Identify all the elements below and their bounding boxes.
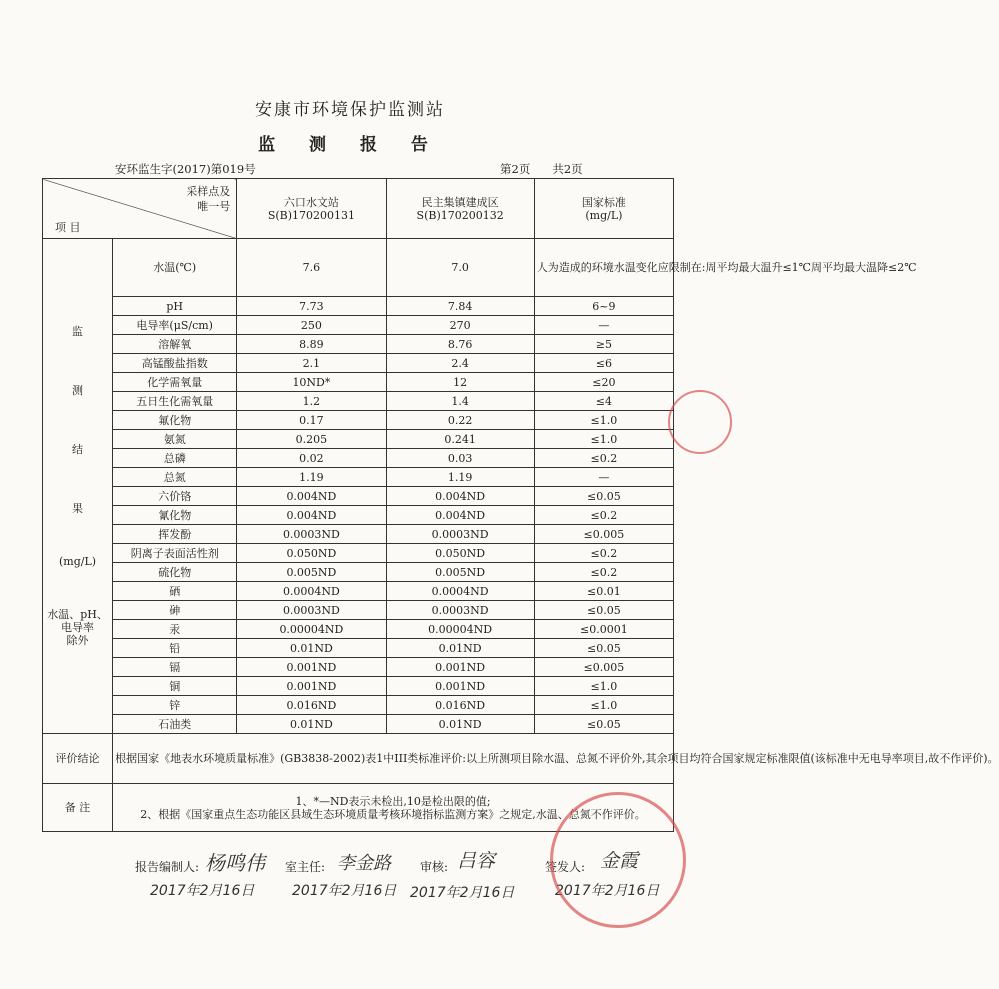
site1-value: 0.001ND (237, 658, 386, 677)
side-note-3: 除外 (66, 634, 89, 647)
site1-value: 250 (237, 316, 386, 335)
site1-code: S(B)170200131 (267, 208, 356, 222)
standard-limit: ≤0.005 (534, 525, 673, 544)
standard-limit: ≤0.01 (534, 582, 673, 601)
standard-limit: ≤0.05 (534, 487, 673, 506)
site1-value: 0.016ND (237, 696, 386, 715)
site1-value: 1.19 (237, 468, 386, 487)
site1-value: 0.004ND (237, 506, 386, 525)
table-row (43, 487, 674, 506)
standard-limit: ≤1.0 (534, 430, 673, 449)
standard-limit: ≥5 (534, 335, 673, 354)
issuer-label: 签发人: (545, 860, 586, 874)
table-row (43, 297, 674, 316)
site2-value: 0.050ND (386, 544, 534, 563)
site2-value: 12 (386, 373, 534, 392)
director-date: 2017年2月16日 (292, 883, 397, 899)
item-name: 氟化物 (113, 411, 237, 430)
side-note-1: 水温、pH、 (47, 608, 108, 621)
site2-code: S(B)170200132 (416, 208, 504, 222)
table-row (43, 620, 674, 639)
standard-limit: ≤0.2 (534, 544, 673, 563)
site2-name: 民主集镇建成区 (421, 195, 499, 209)
site1-name: 六口水文站 (283, 195, 339, 209)
standard-limit: ≤6 (534, 354, 673, 373)
site2-value: 0.22 (386, 411, 534, 430)
side-note-2: 电导率 (61, 621, 95, 634)
issuer-date: 2017年2月16日 (555, 883, 660, 899)
table-row (43, 601, 674, 620)
site1-value: 0.00004ND (237, 620, 386, 639)
table-row (43, 316, 674, 335)
side-char-2: 测 (72, 384, 84, 397)
site1-value: 7.6 (237, 239, 386, 297)
standard-limit: ≤0.2 (534, 563, 673, 582)
reviewer-date: 2017年2月16日 (410, 885, 515, 901)
table-row (43, 373, 674, 392)
page-total: 共2页 (552, 162, 583, 176)
item-name: 五日生化需氧量 (113, 392, 237, 411)
issuer-signature: 金霞 (600, 850, 639, 872)
item-name: 铅 (113, 639, 237, 658)
table-row (43, 392, 674, 411)
site2-value: 0.016ND (386, 696, 534, 715)
site1-value: 0.205 (237, 430, 386, 449)
site1-value: 0.005ND (237, 563, 386, 582)
site1-value: 1.2 (237, 392, 386, 411)
item-name: 砷 (113, 601, 237, 620)
standard-limit: — (534, 468, 673, 487)
site1-value: 7.73 (237, 297, 386, 316)
site1-value: 0.050ND (237, 544, 386, 563)
director-label: 室主任: (285, 860, 326, 874)
table-row (43, 430, 674, 449)
table-row (43, 449, 674, 468)
item-name: 阴离子表面活性剂 (113, 544, 237, 563)
site1-value: 0.0004ND (237, 582, 386, 601)
report-title: 监 测 报 告 (258, 135, 442, 155)
table-row (43, 582, 674, 601)
standard-limit: ≤1.0 (534, 696, 673, 715)
item-name: pH (113, 297, 237, 316)
site1-value: 0.004ND (237, 487, 386, 506)
site1-value: 10ND* (237, 373, 386, 392)
table-row (43, 468, 674, 487)
partial-seal-stamp (668, 390, 732, 454)
item-name: 总氮 (113, 468, 237, 487)
item-name: 镉 (113, 658, 237, 677)
reviewer-signature: 吕容 (457, 850, 496, 872)
side-char-3: 结 (72, 443, 84, 456)
site1-value: 0.0003ND (237, 601, 386, 620)
site2-header (386, 179, 534, 239)
site1-value: 8.89 (237, 335, 386, 354)
item-name: 硫化物 (113, 563, 237, 582)
site2-value: 0.0004ND (386, 582, 534, 601)
page-number: 第2页 (500, 162, 531, 176)
conclusion-row (43, 734, 674, 784)
table-header-row (43, 179, 674, 239)
result-side-label (43, 239, 113, 734)
side-char-1: 监 (72, 325, 84, 338)
reviewer-label: 审核: (420, 860, 449, 874)
site2-value: 0.0003ND (386, 601, 534, 620)
site2-value: 7.0 (386, 239, 534, 297)
site1-value: 0.001ND (237, 677, 386, 696)
corner-header (43, 179, 237, 239)
site2-value: 0.0003ND (386, 525, 534, 544)
item-name: 石油类 (113, 715, 237, 734)
standard-limit: — (534, 316, 673, 335)
side-unit: (mg/L) (59, 555, 97, 568)
site2-value: 8.76 (386, 335, 534, 354)
site1-value: 2.1 (237, 354, 386, 373)
remark-line-2: 2、根据《国家重点生态功能区县域生态环境质量考核环境指标监测方案》之规定,水温、总氮不作评价。 (140, 807, 646, 821)
item-name: 汞 (113, 620, 237, 639)
conclusion-text: 根据国家《地表水环境质量标准》(GB3838-2002)表1中III类标准评价:以上所测项目除水温、总氮不评价外,其余项目均符合国家规定标准限值(该标准中无电导率项目,故不作评价)。 (113, 734, 674, 784)
remarks-label: 备 注 (43, 784, 113, 832)
table-row (43, 544, 674, 563)
site2-value: 0.005ND (386, 563, 534, 582)
item-name: 六价铬 (113, 487, 237, 506)
table-row (43, 696, 674, 715)
site1-header (237, 179, 386, 239)
site2-value: 1.4 (386, 392, 534, 411)
item-name: 挥发酚 (113, 525, 237, 544)
director-signature: 李金路 (337, 853, 391, 874)
organization-name: 安康市环境保护监测站 (255, 100, 445, 120)
table-row (43, 354, 674, 373)
remark-line-1: 1、*—ND表示未检出,10是检出限的值; (295, 794, 491, 808)
site2-value: 2.4 (386, 354, 534, 373)
compiler-date: 2017年2月16日 (150, 883, 255, 899)
site2-value: 0.001ND (386, 658, 534, 677)
site2-value: 0.01ND (386, 639, 534, 658)
standard-limit: 人为造成的环境水温变化应限制在:周平均最大温升≤1℃周平均最大温降≤2℃ (534, 239, 673, 297)
item-name: 高锰酸盐指数 (113, 354, 237, 373)
site2-value: 1.19 (386, 468, 534, 487)
official-seal-stamp (550, 792, 686, 928)
standard-limit: ≤0.0001 (534, 620, 673, 639)
item-name: 氨氮 (113, 430, 237, 449)
site1-value: 0.01ND (237, 639, 386, 658)
table-row (43, 677, 674, 696)
item-name: 电导率(μS/cm) (113, 316, 237, 335)
table-row (43, 563, 674, 582)
site2-value: 0.004ND (386, 487, 534, 506)
item-name: 总磷 (113, 449, 237, 468)
standard-limit: ≤0.2 (534, 506, 673, 525)
table-row (43, 411, 674, 430)
standard-limit: 6~9 (534, 297, 673, 316)
item-name: 锌 (113, 696, 237, 715)
page-info (500, 161, 605, 177)
compiler-signature: 杨鸣伟 (205, 851, 265, 875)
standard-limit: ≤0.05 (534, 715, 673, 734)
standard-limit: ≤1.0 (534, 411, 673, 430)
site2-value: 0.00004ND (386, 620, 534, 639)
site2-value: 0.001ND (386, 677, 534, 696)
site1-value: 0.0003ND (237, 525, 386, 544)
site2-value: 270 (386, 316, 534, 335)
table-row (43, 506, 674, 525)
table-row (43, 715, 674, 734)
site1-value: 0.02 (237, 449, 386, 468)
compiler-label: 报告编制人: (135, 860, 200, 874)
conclusion-label: 评价结论 (43, 734, 113, 784)
standard-limit: ≤0.005 (534, 658, 673, 677)
std-name: 国家标准 (581, 195, 626, 209)
standard-limit: ≤1.0 (534, 677, 673, 696)
table-row (43, 525, 674, 544)
item-name: 溶解氧 (113, 335, 237, 354)
document-number: 安环监生字(2017)第019号 (115, 162, 256, 176)
item-name: 铜 (113, 677, 237, 696)
site1-value: 0.01ND (237, 715, 386, 734)
item-name: 水温(℃) (113, 239, 237, 297)
corner-top-1: 采样点及 (186, 185, 231, 198)
site2-value: 0.03 (386, 449, 534, 468)
standard-limit: ≤0.05 (534, 639, 673, 658)
table-row (43, 335, 674, 354)
standard-limit: ≤0.05 (534, 601, 673, 620)
site2-value: 7.84 (386, 297, 534, 316)
standard-limit: ≤0.2 (534, 449, 673, 468)
results-table (42, 178, 999, 832)
site1-value: 0.17 (237, 411, 386, 430)
table-row (43, 658, 674, 677)
side-char-4: 果 (72, 502, 84, 515)
item-name: 氰化物 (113, 506, 237, 525)
site2-value: 0.004ND (386, 506, 534, 525)
corner-bottom: 项 目 (55, 221, 81, 234)
std-header (534, 179, 673, 239)
site2-value: 0.241 (386, 430, 534, 449)
table-row (43, 239, 674, 297)
table-row (43, 639, 674, 658)
std-unit: (mg/L) (585, 208, 623, 222)
item-name: 化学需氧量 (113, 373, 237, 392)
corner-top-2: 唯一号 (197, 200, 231, 213)
item-name: 硒 (113, 582, 237, 601)
site2-value: 0.01ND (386, 715, 534, 734)
standard-limit: ≤20 (534, 373, 673, 392)
standard-limit: ≤4 (534, 392, 673, 411)
